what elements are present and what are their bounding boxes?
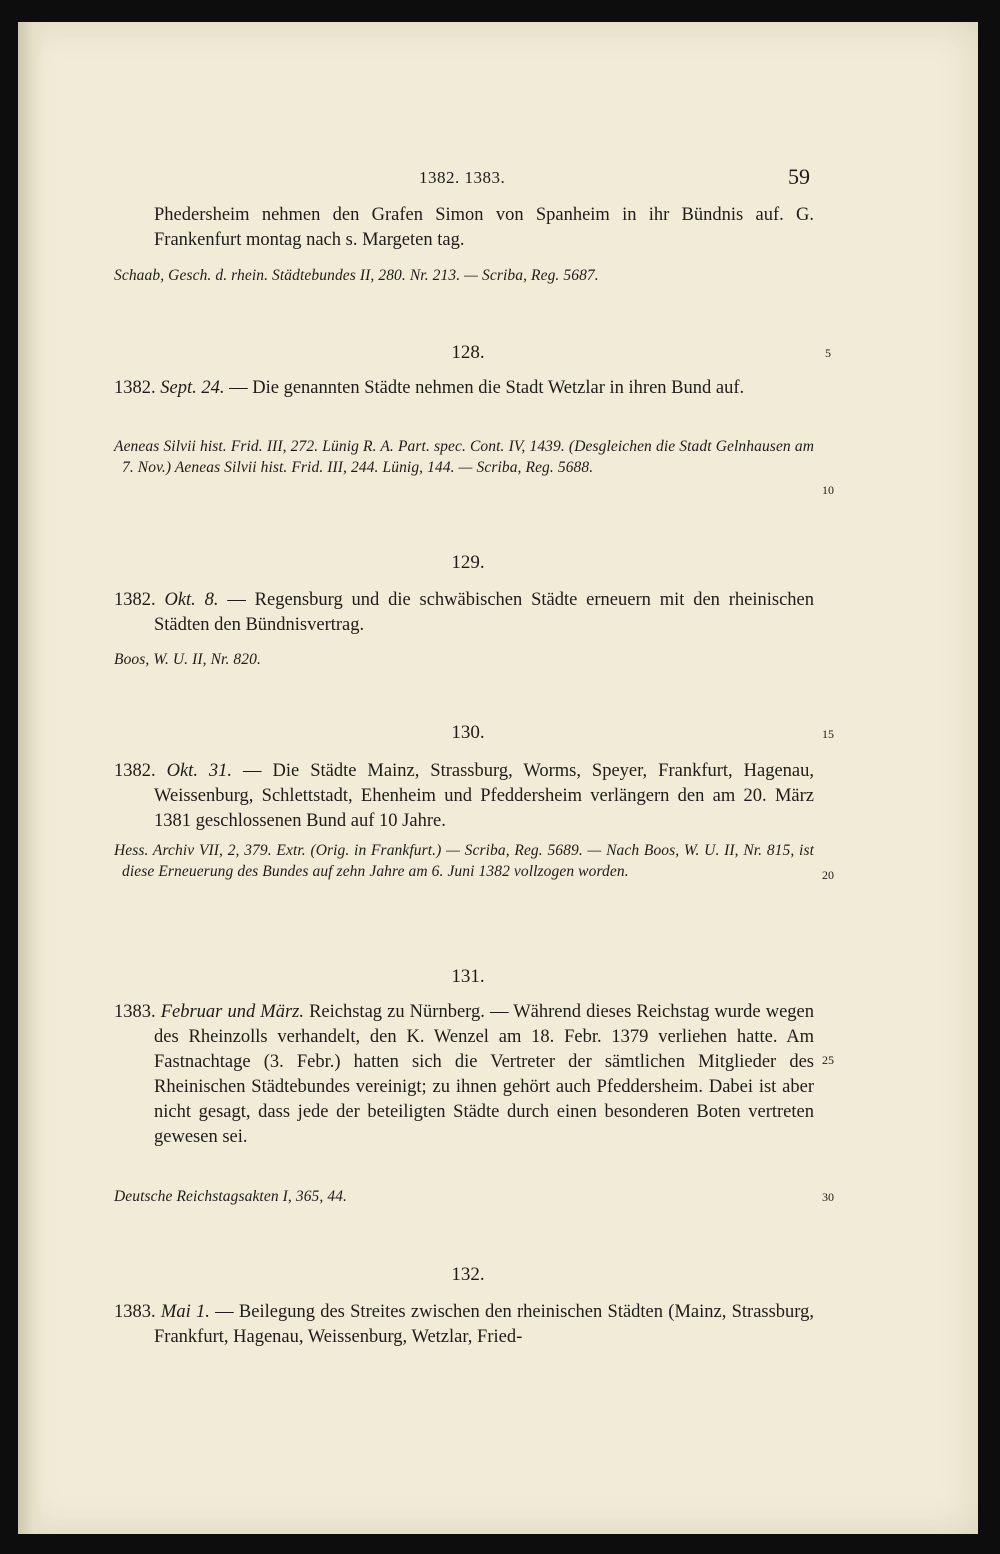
entry-source: Schaab, Gesch. d. rhein. Städtebundes II, 280. Nr. 213. — Scriba, Reg. 5687. (114, 267, 599, 284)
running-header-years: 1382. 1383. (419, 168, 506, 187)
entry-132-text (114, 1300, 814, 1350)
entry-number-129: 129. (451, 552, 485, 573)
line-marker-20: 20 (822, 868, 834, 882)
entry-text: Phedersheim nehmen den Grafen Simon von Spanheim in ihr Bündnis auf. G. Frankenfurt montag nach s. Margeten tag. (154, 205, 814, 250)
line-marker-5: 5 (825, 346, 831, 360)
entry-body: — Beilegung des Streites zwischen den rheinischen Städten (Mainz, Strassburg, Frankfurt, Hagenau, Weissenburg, Wetzlar, Fried- (154, 1302, 815, 1347)
line-marker-25: 25 (822, 1053, 834, 1067)
entry-128-text (114, 376, 814, 401)
entry-year: 1382. (114, 378, 156, 398)
entry-year: 1382. (114, 590, 156, 610)
entry-date: Mai 1. (160, 1302, 210, 1322)
entry-130-source: Hess. Archiv VII, 2, 379. Extr. (Orig. in Frankfurt.) — Scriba, Reg. 5689. — Nach Boos, W. U. II, Nr. 815, ist diese Erneuerung des Bundes auf zehn Jahre am 6. Juni 1382 vollzogen worden. (114, 842, 814, 880)
entry-body: — Die Städte Mainz, Strassburg, Worms, Speyer, Frankfurt, Hagenau, Weissenburg, Schlettstadt, Ehenheim und Pfeddersheim verlängern den am 20. März 1381 geschlossenen Bund auf 10 Jahre. (154, 761, 815, 831)
page-number: 59 (788, 164, 810, 189)
entry-128-source: Aeneas Silvii hist. Frid. III, 272. Lünig R. A. Part. spec. Cont. IV, 1439. (Desgleichen die Stadt Gelnhausen am 7. Nov.) Aeneas Silvii hist. Frid. III, 244. Lünig, 144. — Scriba, Reg. 5688. (114, 438, 814, 476)
entry-body: — Regensburg und die schwäbischen Städte erneuern mit den rheinischen Städten den Bündnisvertrag. (154, 590, 815, 635)
entry-number-132: 132. (451, 1264, 485, 1285)
page-content (18, 22, 978, 1534)
entry-year: 1383. (114, 1002, 156, 1022)
book-page (18, 22, 978, 1534)
entry-130-text (114, 759, 814, 834)
entry-date: Okt. 31. (166, 761, 233, 781)
line-marker-15: 15 (822, 727, 834, 741)
entry-number-130: 130. (451, 722, 485, 743)
entry-date: Februar und März. (160, 1002, 304, 1022)
line-marker-10: 10 (822, 483, 834, 497)
line-marker-30: 30 (822, 1190, 834, 1204)
entry-129-text (114, 588, 814, 638)
entry-129-source: Boos, W. U. II, Nr. 820. (114, 651, 261, 668)
entry-date: Okt. 8. (164, 590, 219, 610)
entry-year: 1382. (114, 761, 156, 781)
entry-continuation-text (114, 203, 814, 253)
entry-131-source: Deutsche Reichstagsakten I, 365, 44. (114, 1188, 348, 1205)
entry-date: Sept. 24. (160, 378, 225, 398)
entry-body: — Die genannten Städte nehmen die Stadt Wetzlar in ihren Bund auf. (224, 378, 745, 398)
entry-number-131: 131. (451, 966, 485, 987)
entry-body: Reichstag zu Nürnberg. — Während dieses Reichstag wurde wegen des Rheinzolls verhandelt, den K. Wenzel am 18. Febr. 1379 verliehen hatte. Am Fastnachtage (3. Febr.) hatten sich die Vertreter der sämtlichen Mitglieder des Rheinischen Städtebundes vereinigt; zu ihnen gehört auch Pfeddersheim. Dabei ist aber nicht gesagt, dass jede der beteiligten Städte durch einen besonderen Boten vertreten gewesen sei. (154, 1002, 815, 1147)
entry-year: 1383. (114, 1302, 156, 1322)
entry-131-text (114, 1000, 814, 1150)
entry-number-128: 128. (451, 342, 485, 363)
